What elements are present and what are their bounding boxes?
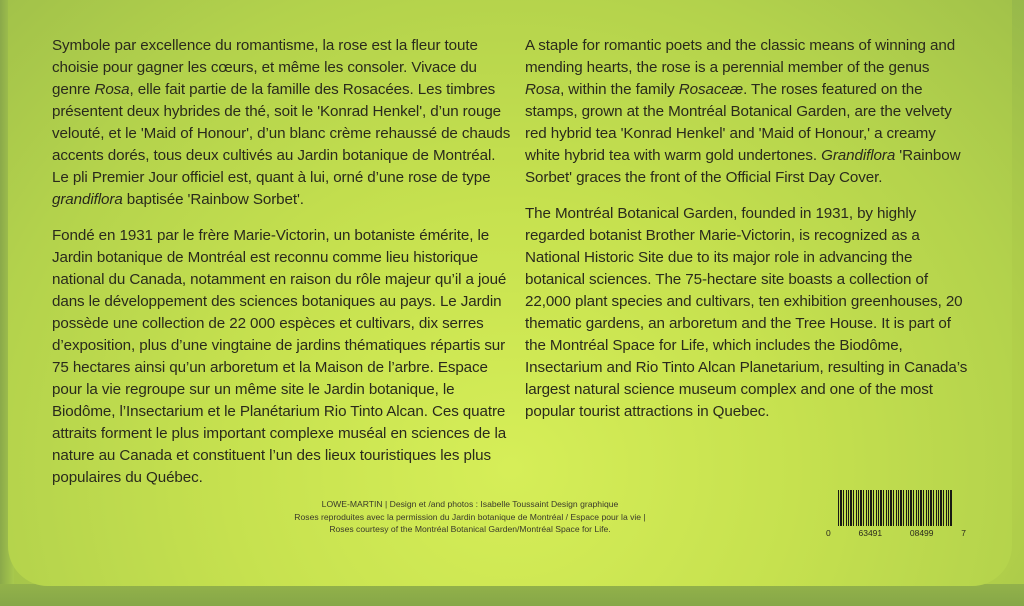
credits-line-3: Roses courtesy of the Montréal Botanical Garden/Montréal Space for Life. [329, 524, 611, 534]
barcode-right-digit: 7 [961, 528, 966, 538]
upc-barcode [826, 490, 966, 542]
barcode-group-1: 63491 [858, 528, 883, 538]
french-paragraph-2: Fondé en 1931 par le frère Marie-Victorin, un botaniste émérite, le Jardin botanique de Montréal est reconnu comme lieu historique national du Canada, notamment en raison du rôle majeur qu’il a joué dans le développement des sciences botaniques au pays. Le Jardin possède une collection de 22 000 espèces et cultivars, dix serres d’exposition, plus d’une vingtaine de jardins thématiques répartis sur 75 hectares ainsi qu’un arboretum et la Maison de l’arbre. Espace pour la vie regroupe sur un même site le Jardin botanique, le Biodôme, l’Insectarium et le Planétarium Rio Tinto Alcan. Ces quatre attraits forment le plus important complexe muséal en sciences de la nature au Canada et constituent l’un des lieux touristiques les plus populaires du Québec. [52, 227, 507, 486]
barcode-bars [838, 490, 953, 526]
french-text-column [52, 35, 514, 503]
barcode-numbers [826, 528, 966, 538]
english-paragraph-2: The Montréal Botanical Garden, founded in 1931, by highly regarded botanist Brother Marie-Victorin, is recognized as a National Historic Site due to its major role in advancing the botanical sciences. The 75-hectare site boasts a collection of 22,000 plant species and cultivars, ten exhibition greenhouses, 20 thematic gardens, an arboretum and the Tree House. It is part of the Montréal Space for Life, which includes the Biodôme, Insectarium and Rio Tinto Alcan Planetarium, resulting in Canada’s largest natural science museum complex and one of the most popular tourist attractions in Quebec. [525, 205, 968, 420]
english-text-column [525, 35, 970, 437]
credits-line-1: LOWE-MARTIN | Design et /and photos : Isabelle Toussaint Design graphique [321, 499, 619, 509]
barcode-group-2: 08499 [909, 528, 934, 538]
credits-block [240, 498, 700, 536]
barcode-left-digit: 0 [826, 528, 831, 538]
credits-line-2: Roses reproduites avec la permission du Jardin botanique de Montréal / Espace pour la vie | [294, 511, 646, 522]
envelope-bottom-edge [0, 584, 1024, 606]
french-paragraph-1: Symbole par excellence du romantisme, la rose est la fleur toute choisie pour gagner les cœurs, et même les consoler. Vivace du genre Rosa, elle fait partie de la famille des Rosacées. Les timbres présentent deux hybrides de thé, soit le 'Konrad Henkel', d’un rouge velouté, et le 'Maid of Honour', d’un blanc crème rehaussé de chauds accents dorés, tous deux cultivés au Jardin botanique de Montréal. Le pli Premier Jour officiel est, quant à lui, orné d’une rose de type grandiflora baptisée 'Rainbow Sorbet'. [52, 37, 511, 208]
english-paragraph-1: A staple for romantic poets and the classic means of winning and mending hearts, the rose is a perennial member of the genus Rosa, within the family Rosaceæ. The roses featured on the stamps, grown at the Montréal Botanical Garden, are the velvety red hybrid tea 'Konrad Henkel' and 'Maid of Honour,' a creamy white hybrid tea with warm gold undertones. Grandiflora 'Rainbow Sorbet' graces the front of the Official First Day Cover. [525, 37, 961, 186]
